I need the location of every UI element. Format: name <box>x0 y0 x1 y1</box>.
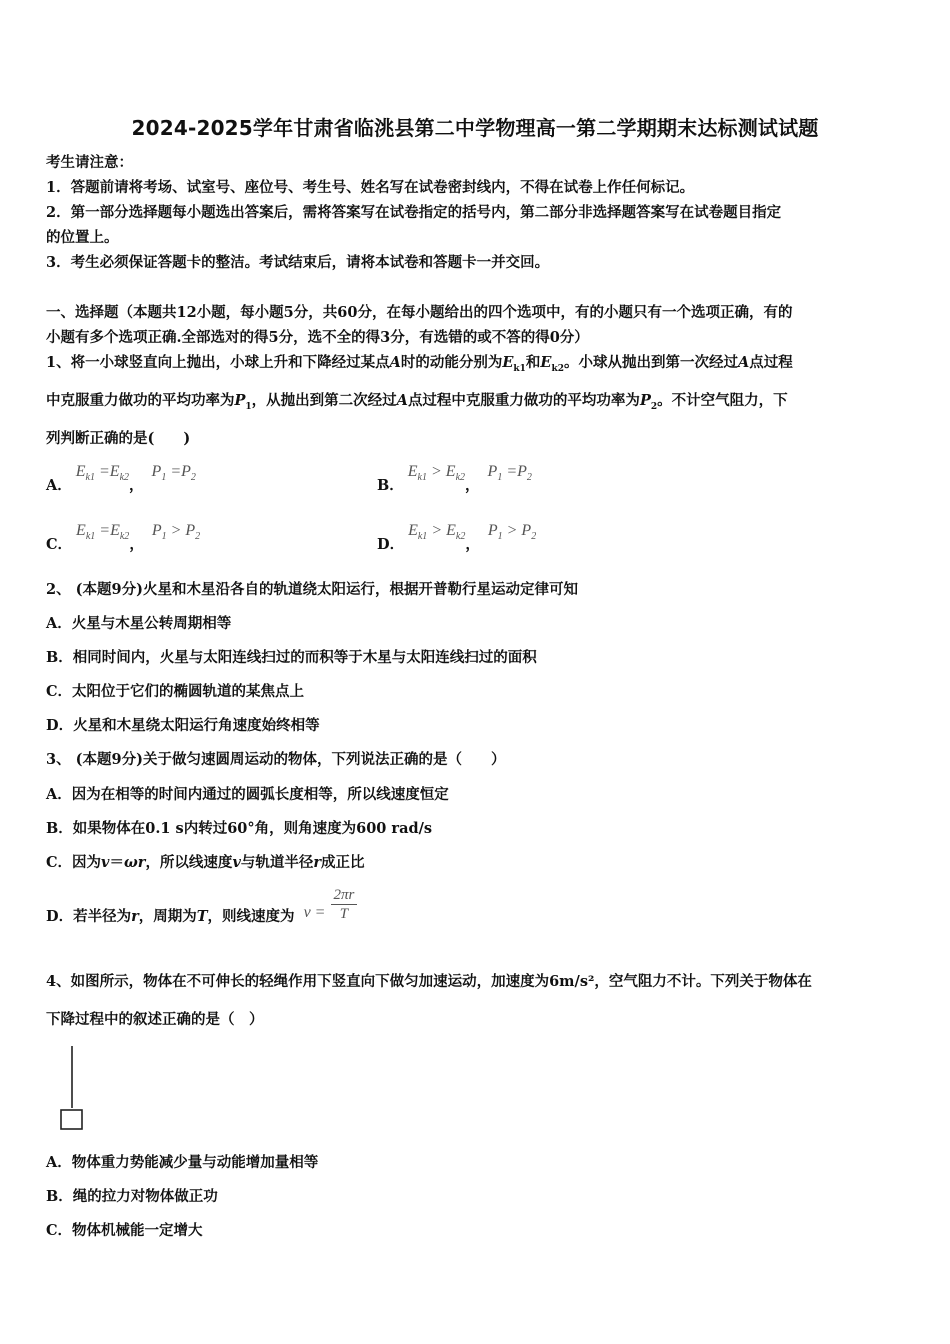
q1-var-a: A <box>396 392 408 409</box>
option-formula <box>72 463 130 484</box>
q1-var-p1: P <box>234 392 246 409</box>
math-sub: k1 <box>417 472 427 484</box>
q1-option-a[interactable] <box>46 460 196 494</box>
option-sep: ， <box>465 536 480 553</box>
q1-var-a: A <box>737 354 750 371</box>
option-label: D． <box>377 536 405 553</box>
math-p: P <box>487 463 498 480</box>
q1-var-ek1: E <box>502 354 514 371</box>
math-sub: k2 <box>455 531 466 543</box>
q3-text: ，所以线速度 <box>145 854 233 871</box>
math-rel: =E <box>95 522 120 539</box>
math-sub: 1 <box>497 531 503 543</box>
q3-option-d[interactable] <box>46 886 908 923</box>
notice-item-2-cont: 的位置上。 <box>46 229 119 246</box>
math-rel: > P <box>502 522 532 539</box>
math-p: P <box>151 522 162 539</box>
q3-eq: ＝ <box>109 854 124 871</box>
q1-text: 。不计空气阻力，下 <box>657 392 788 409</box>
q1-option-c[interactable] <box>46 519 201 553</box>
math-rel: =P <box>502 463 527 480</box>
q3-text: 成正比 <box>321 854 365 871</box>
q1-var-a: A <box>389 354 401 371</box>
option-label: A． <box>46 477 72 494</box>
math-sub: 1 <box>497 472 503 484</box>
math-sub: k1 <box>85 531 96 543</box>
math-p: P <box>487 522 498 539</box>
option-formula <box>404 463 466 484</box>
block-box <box>61 1110 82 1129</box>
option-formula <box>404 522 466 543</box>
q3-var-t: T <box>196 907 208 925</box>
math-e: E <box>407 463 418 480</box>
q1-text: 点过程中克服重力做功的平均功率为 <box>407 392 640 409</box>
q4-option-a[interactable]: A．物体重力势能减少量与动能增加量相等 <box>46 1154 319 1171</box>
math-sub: k1 <box>85 472 95 484</box>
option-sep: ， <box>129 536 144 553</box>
option-sep: ， <box>129 477 144 494</box>
math-sub: k2 <box>119 531 130 543</box>
math-e: E <box>76 522 86 539</box>
notice-item-3: 3．考生必须保证答题卡的整洁。考试结束后，请将本试卷和答题卡一并交回。 <box>46 254 550 271</box>
q3-var-v: v <box>232 854 241 871</box>
section-heading-line2: 小题有多个选项正确.全部选对的得5分，选不全的得3分，有选错的或不答的得0分） <box>46 329 589 346</box>
q1-option-b[interactable] <box>377 460 532 494</box>
q1-line1 <box>46 351 908 374</box>
option-formula <box>484 463 532 484</box>
q1-var-p2: P <box>639 392 651 409</box>
q1-line2 <box>46 389 908 412</box>
q3-var-r: r <box>131 907 139 925</box>
q1-line3: 列判断正确的是( ) <box>46 430 191 447</box>
q1-sub-k1: k1 <box>513 363 526 374</box>
option-formula <box>148 463 196 484</box>
q3-var-r: r <box>313 854 322 871</box>
notice-item-2: 2．第一部分选择题每小题选出答案后，需将答案写在试卷指定的括号内，第二部分非选择题答案写在试卷题目指定 <box>46 204 782 221</box>
math-sub: 1 <box>161 472 167 484</box>
q3-var-wr: ωr <box>123 854 146 871</box>
q3-option-c[interactable] <box>46 851 908 872</box>
math-rel: > E <box>427 463 456 480</box>
q3-text: ，则线速度为 <box>207 907 295 925</box>
q1-text: 点过程 <box>749 354 793 371</box>
q3-formula-fraction <box>331 886 358 923</box>
option-label: C． <box>46 536 73 553</box>
option-sep: ， <box>465 477 480 494</box>
q1-text: 中克服重力做功的平均功率为 <box>46 392 235 409</box>
q1-var-ek2: E <box>540 354 552 371</box>
math-sub: 1 <box>161 531 167 543</box>
option-formula <box>148 522 201 543</box>
q1-text: 和 <box>525 354 541 371</box>
q2-stem: 2、 (本题9分)火星和木星沿各自的轨道绕太阳运行，根据开普勒行星运动定律可知 <box>46 581 578 598</box>
fraction-denominator: T <box>339 906 349 922</box>
q3-text: C．因为 <box>46 854 102 871</box>
q3-text: D．若半径为 <box>46 907 132 925</box>
q2-option-c[interactable]: C．太阳位于它们的椭圆轨道的某焦点上 <box>46 683 305 700</box>
q4-option-c[interactable]: C．物体机械能一定增大 <box>46 1222 203 1239</box>
q2-option-d[interactable]: D．火星和木星绕太阳运行角速度始终相等 <box>46 717 320 734</box>
q3-var-v: v <box>101 854 110 871</box>
math-e: E <box>75 463 86 480</box>
math-rel: > E <box>427 522 456 539</box>
q1-sub-1: 1 <box>245 401 252 412</box>
q1-text: ，从抛出到第二次经过 <box>251 392 397 409</box>
q2-option-b[interactable]: B．相同时间内，火星与太阳连线扫过的而积等于木星与太阳连线扫过的面积 <box>46 649 537 666</box>
math-sub: k1 <box>417 531 428 543</box>
q4-option-b[interactable]: B．绳的拉力对物体做正功 <box>46 1188 218 1205</box>
math-sub: 2 <box>195 531 201 543</box>
section-heading-line1: 一、选择题（本题共12小题，每小题5分，共60分，在每小题给出的四个选项中，有的小题只有一个选项正确，有的 <box>46 304 793 321</box>
rope-and-block-figure <box>58 1044 88 1134</box>
q3-option-a[interactable]: A．因为在相等的时间内通过的圆弧长度相等，所以线速度恒定 <box>46 786 449 803</box>
q3-option-b[interactable]: B．如果物体在0.1 s内转过60°角，则角速度为600 rad/s <box>46 820 433 837</box>
math-p: P <box>151 463 162 480</box>
math-e: E <box>408 522 418 539</box>
math-rel: =P <box>166 463 191 480</box>
math-rel: > P <box>166 522 196 539</box>
q4-line1: 4、如图所示，物体在不可伸长的轻绳作用下竖直向下做匀加速运动，加速度为6m/s²，空气阻力不计。下列关于物体在 <box>46 973 812 990</box>
q1-text: 1、将一小球竖直向上抛出，小球上升和下降经过某点 <box>46 354 390 371</box>
option-formula <box>484 522 537 543</box>
notice-item-1: 1．答题前请将考场、试室号、座位号、考生号、姓名写在试卷密封线内，不得在试卷上作任何标记。 <box>46 179 695 196</box>
math-sub: k2 <box>455 472 466 484</box>
q1-text: 。小球从抛出到第一次经过 <box>563 354 738 371</box>
q1-sub-k2: k2 <box>551 363 564 374</box>
fraction-numerator: 2πr <box>331 886 358 905</box>
q4-line2: 下降过程中的叙述正确的是（ ） <box>46 1011 264 1028</box>
math-sub: 2 <box>531 531 537 543</box>
option-label: B． <box>377 477 404 494</box>
math-sub: 2 <box>190 472 196 484</box>
math-sub: k2 <box>119 472 130 484</box>
q3-formula-lhs: v = <box>303 903 326 921</box>
q3-text: 与轨道半径 <box>240 854 314 871</box>
math-rel: =E <box>95 463 120 480</box>
q1-text: 时的动能分别为 <box>400 354 503 371</box>
q1-sub-2: 2 <box>650 401 658 412</box>
q3-text: ，周期为 <box>138 907 197 925</box>
math-sub: 2 <box>526 472 532 484</box>
option-formula <box>72 522 130 543</box>
q2-option-a[interactable]: A．火星与木星公转周期相等 <box>46 615 232 632</box>
q1-option-d[interactable] <box>377 519 537 553</box>
page-title: 2024-2025学年甘肃省临洮县第二中学物理高一第二学期期末达标测试试题 <box>131 116 819 140</box>
notice-heading: 考生请注意： <box>46 154 133 171</box>
q3-stem: 3、 (本题9分)关于做匀速圆周运动的物体，下列说法正确的是（ ） <box>46 751 506 768</box>
